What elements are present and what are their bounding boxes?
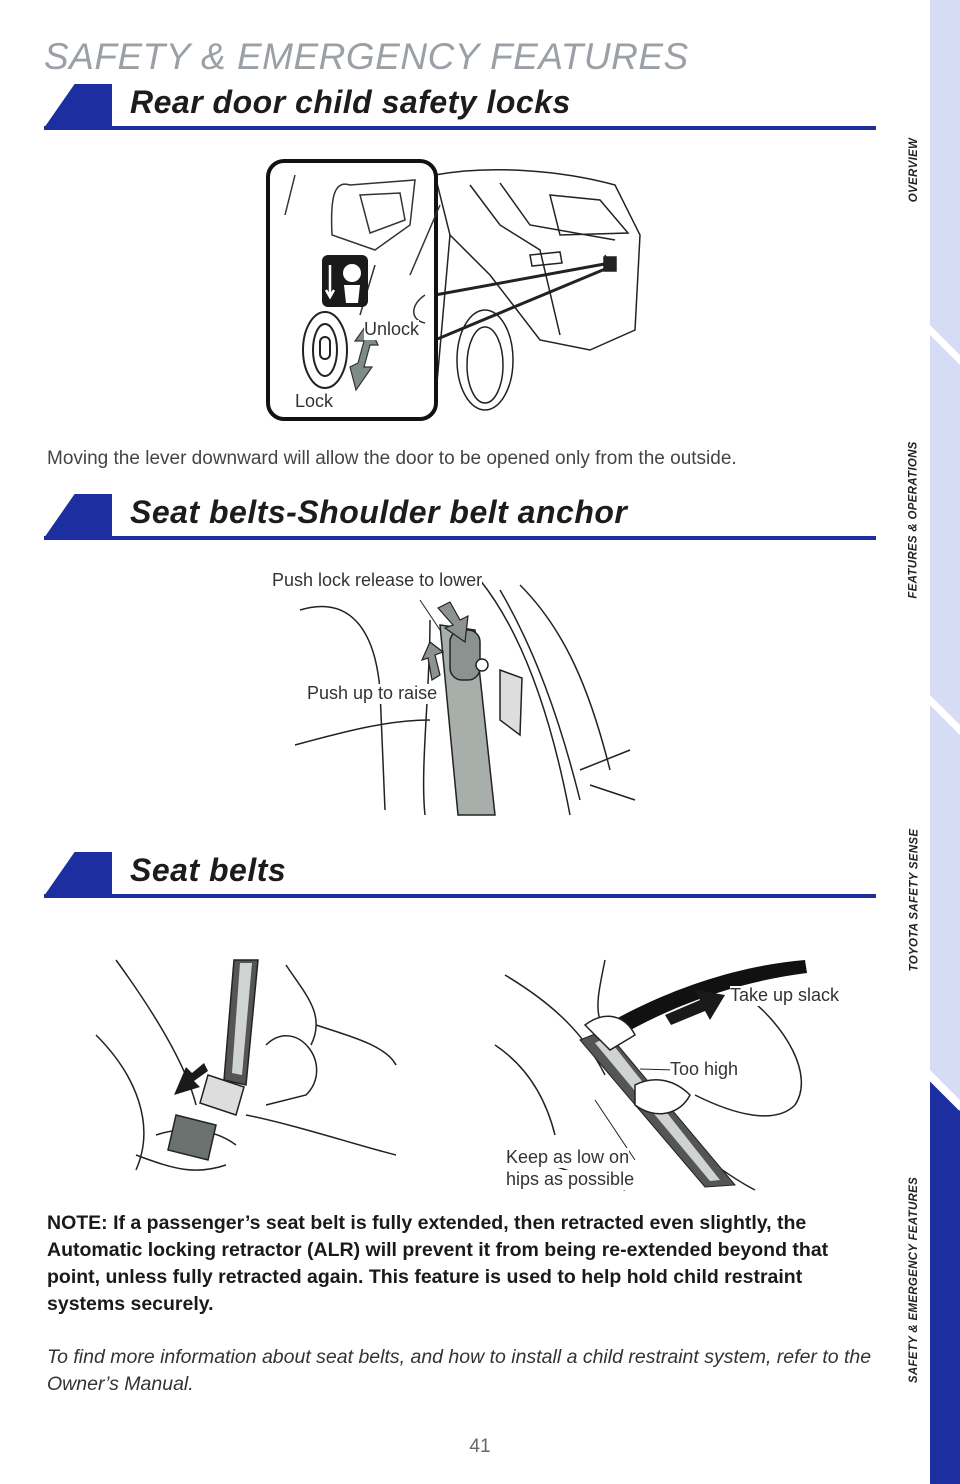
nav-tab-safety-bg — [930, 1080, 960, 1484]
keep-low-label-line1: Keep as low on — [506, 1147, 630, 1167]
side-nav-item-safety[interactable] — [894, 1160, 934, 1400]
side-nav-label: SAFETY & EMERGENCY FEATURES — [908, 1176, 920, 1384]
section-header-seat-belts — [44, 850, 876, 900]
side-nav-label: OVERVIEW — [908, 137, 921, 203]
page-title: SAFETY & EMERGENCY FEATURES — [44, 36, 689, 77]
push-release-label: Push lock release to lower — [272, 570, 483, 590]
alr-note: NOTE: If a passenger’s seat belt is fully extended, then retracted even slightly, the Automatic locking retractor (ALR) will prevent it from being re-extended beyond that point, unless fully retracted again. This feature is used to help hold child restraint systems securely. — [47, 1212, 829, 1315]
take-up-slack-label: Take up slack — [730, 985, 840, 1005]
unlock-label: Unlock — [364, 319, 420, 339]
belt-anchor — [450, 630, 488, 680]
keep-low-label-line2: hips as possible — [506, 1169, 635, 1189]
section-title: Seat belts-Shoulder belt anchor — [130, 494, 628, 530]
lock-lever — [303, 312, 347, 388]
side-nav-tabs — [930, 0, 960, 1484]
child-lock-caption: Moving the lever downward will allow the door to be opened only from the outside. — [47, 448, 737, 469]
side-nav-item-overview[interactable] — [894, 90, 934, 250]
child-lock-illustration — [260, 155, 660, 425]
push-raise-label: Push up to raise — [307, 683, 438, 703]
section-header-child-locks — [44, 82, 876, 132]
section-title: Seat belts — [130, 852, 287, 888]
side-nav-item-features[interactable] — [894, 420, 934, 620]
header-tab — [44, 84, 112, 128]
nav-tab-overview-bg — [930, 0, 960, 355]
section-title: Rear door child safety locks — [130, 84, 571, 120]
header-tab — [44, 852, 112, 896]
push-up-arrow — [422, 642, 443, 680]
header-rule — [44, 126, 876, 130]
section-header-shoulder-anchor — [44, 492, 876, 542]
nav-tab-features-bg — [930, 335, 960, 725]
side-nav-label: TOYOTA SAFETY SENSE — [908, 828, 921, 972]
nav-tab-tss-bg — [930, 705, 960, 1100]
owners-manual-reference: To find more information about seat belts, and how to install a child restraint system, refer to the Owner’s Manual. — [47, 1346, 872, 1395]
page-number: 41 — [469, 1436, 491, 1457]
header-rule — [44, 536, 876, 540]
side-navigation — [930, 0, 960, 1484]
side-nav-label: FEATURES & OPERATIONS — [908, 441, 920, 599]
seat-belt-buckle-illustration — [96, 955, 396, 1180]
side-nav-item-tss[interactable] — [894, 800, 934, 1000]
too-high-label: Too high — [670, 1059, 739, 1079]
header-tab — [44, 494, 112, 538]
lock-label: Lock — [295, 391, 334, 411]
child-lock-icon — [322, 255, 368, 307]
header-rule — [44, 894, 876, 898]
